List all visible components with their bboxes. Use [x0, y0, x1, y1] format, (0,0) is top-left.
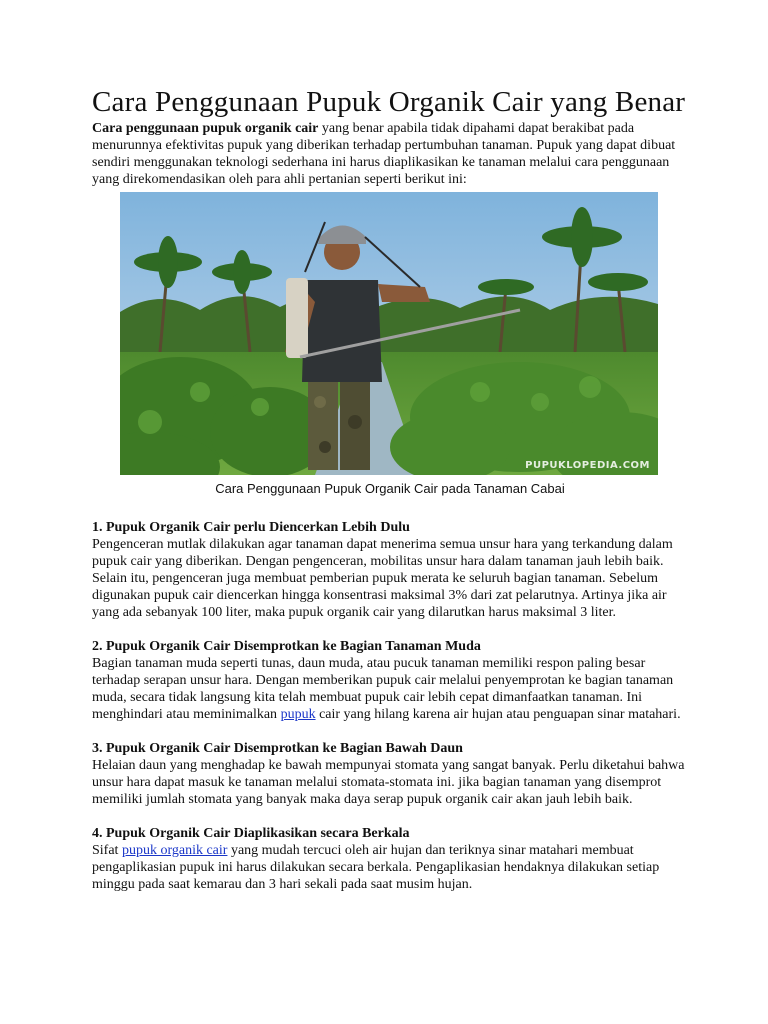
article — [92, 86, 688, 910]
section-heading: 2. Pupuk Organik Cair Disemprotkan ke Bagian Tanaman Muda — [92, 639, 481, 654]
pupuk-link[interactable]: pupuk — [280, 707, 316, 722]
photo-watermark: PUPUKLOPEDIA.COM — [525, 460, 650, 471]
section-text-before: Bagian tanaman muda seperti tunas, daun muda, atau pucuk tanaman memiliki respon paling besar terhadap serapan unsur hara. Dengan memberikan pupuk cair melalui penyemprotan ke bagian tanaman muda, secara tidak langsung kita telah membuat pupuk cair lebih cepat dimanfaatkan tanaman. Ini menghindari atau meminimalkan — [92, 656, 674, 722]
section-text: Pengenceran mutlak dilakukan agar tanaman dapat menerima semua unsur hara yang terkandung dalam pupuk cair yang diberikan. Dengan pengenceran, mobilitas unsur hara dalam tanaman jauh lebih baik. Selain itu, pengenceran juga membuat pemberian pupuk merata ke seluruh bagian tanaman. Sebelum digunakan pupuk cair diencerkan hingga konsentrasi maksimal 3% dari zat pelarutnya. Artinya jika air yang ada sebanyak 100 liter, maka pupuk organik cair yang dilarutkan harus maksimal 3 liter. — [92, 537, 673, 620]
photo-caption: Cara Penggunaan Pupuk Organik Cair pada Tanaman Cabai — [215, 481, 565, 496]
section-1 — [92, 519, 688, 621]
intro-bold: Cara penggunaan pupuk organik cair — [92, 121, 319, 136]
section-text-after: cair yang hilang karena air hujan atau penguapan sinar matahari. — [315, 707, 681, 722]
pupuk-organik-cair-link[interactable]: pupuk organik cair — [121, 843, 228, 858]
section-text — [92, 842, 688, 893]
section-4 — [92, 825, 688, 893]
article-title: Cara Penggunaan Pupuk Organik Cair yang Benar — [92, 86, 686, 118]
photo-illustration — [120, 192, 658, 475]
section-text-after: yang mudah tercuci oleh air hujan dan teriknya sinar matahari membuat pengaplikasian pupuk ini harus dilakukan secara berkala. Pengaplikasian hendaknya dilakukan setiap minggu pada saat kemarau dan 3 hari sekali pada saat musim hujan. — [92, 843, 660, 892]
intro-paragraph — [92, 120, 688, 188]
section-text-before: Sifat — [92, 843, 122, 858]
section-heading: 3. Pupuk Organik Cair Disemprotkan ke Bagian Bawah Daun — [92, 741, 463, 756]
section-text: Helaian daun yang menghadap ke bawah mempunyai stomata yang sangat banyak. Perlu diketahui bahwa unsur hara dapat masuk ke tanaman melalui stomata-stomata ini. jika bagian tanaman yang disemprot memiliki jumlah stomata yang banyak maka daya serap pupuk organik cair akan jauh lebih baik. — [92, 758, 685, 807]
section-heading: 4. Pupuk Organik Cair Diaplikasikan secara Berkala — [92, 826, 410, 841]
section-heading: 1. Pupuk Organik Cair perlu Diencerkan Lebih Dulu — [92, 520, 410, 535]
intro-text: yang benar apabila tidak dipahami dapat berakibat pada menurunnya efektivitas pupuk yang diberikan terhadap pertumbuhan tanaman. Pupuk yang dapat dibuat sendiri menggunakan teknologi sederhana ini harus diaplikasikan ke tanaman melalui cara penggunaan yang direkomendasikan oleh para ahli pertanian seperti berikut ini: — [92, 121, 676, 187]
farmer-spraying-photo — [120, 192, 658, 475]
section-text — [92, 655, 688, 723]
section-2 — [92, 638, 688, 723]
section-3 — [92, 740, 688, 808]
